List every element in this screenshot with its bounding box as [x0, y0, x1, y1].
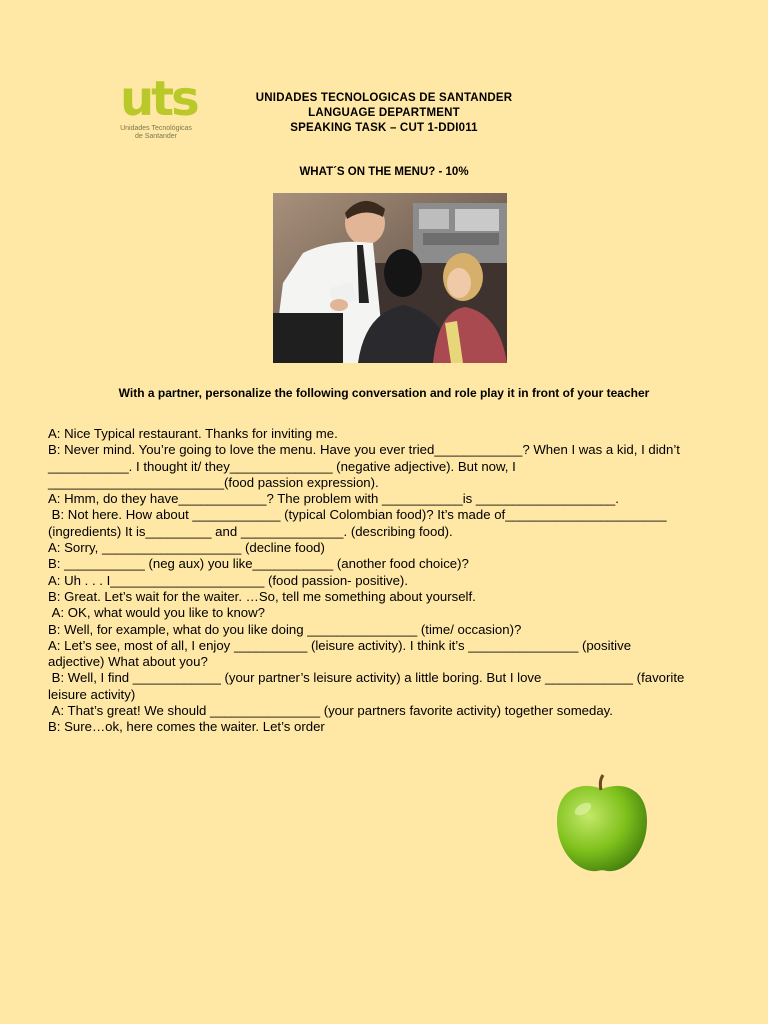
- dialogue-line: ________________________(food passion expression).: [48, 474, 379, 490]
- institution-name: UNIDADES TECNOLOGICAS DE SANTANDER: [255, 92, 513, 104]
- dialogue-line: A: Nice Typical restaurant. Thanks for inviting me.: [48, 426, 338, 441]
- dialogue-line: A: Sorry, ___________________ (decline food): [48, 540, 325, 556]
- dialogue-line: (ingredients) It is_________ and ______________. (describing food).: [48, 523, 453, 539]
- photo-illustration: [273, 193, 507, 363]
- restaurant-waiter-photo: [273, 193, 507, 363]
- dialogue-line: B: Well, for example, what do you like doing _______________ (time/ occasion)?: [48, 621, 522, 637]
- dialogue-line: A: OK, what would you like to know?: [48, 605, 265, 621]
- document-header: [200, 91, 568, 136]
- dialogue-line: ___________. I thought it/ they______________ (negative adjective). But now, I: [48, 458, 516, 474]
- dialogue-line: B: Great. Let’s wait for the waiter. …So, tell me something about yourself.: [48, 588, 476, 604]
- dialogue-line: A: That’s great! We should _______________ (your partners favorite activity) together someday.: [48, 703, 613, 719]
- logo-subtitle: [108, 125, 204, 141]
- green-apple-icon: [553, 773, 651, 873]
- dialogue-line: A: Hmm, do they have____________? The problem with ___________is ___________________.: [48, 491, 619, 507]
- dialogue-line: A: Let’s see, most of all, I enjoy __________ (leisure activity). I think it’s _______________ (positive: [48, 637, 632, 653]
- conversation-dialogue: [48, 426, 733, 736]
- dialogue-line: B: Sure…ok, here comes the waiter. Let’s order: [48, 719, 325, 735]
- logo-subtitle-line1: Unidades Tecnológicas: [120, 125, 192, 132]
- department-name: LANGUAGE DEPARTMENT: [308, 107, 460, 119]
- uts-logo: [108, 71, 204, 148]
- task-instruction: With a partner, personalize the following conversation and role play it in front of your teacher: [118, 386, 650, 400]
- dialogue-line: A: Uh . . . I_____________________ (food passion- positive).: [48, 572, 408, 588]
- logo-subtitle-line2: de Santander: [134, 133, 178, 140]
- task-name: SPEAKING TASK – CUT 1-DDI011: [290, 122, 478, 134]
- dialogue-line: B: Never mind. You’re going to love the menu. Have you ever tried____________? When I was a kid, I didn’t: [48, 442, 680, 458]
- logo-mark: uts: [120, 71, 197, 127]
- dialogue-line: B: Not here. How about ____________ (typical Colombian food)? It’s made of______________________: [48, 507, 667, 523]
- apple-graphic: [553, 773, 651, 873]
- dialogue-line: adjective) What about you?: [48, 654, 208, 670]
- page-title: WHAT´S ON THE MENU? - 10%: [299, 166, 469, 178]
- dialogue-line: leisure activity): [48, 686, 136, 702]
- dialogue-line: B: Well, I find ____________ (your partner’s leisure activity) a little boring. But I love ____________ (favorite: [48, 670, 685, 686]
- dialogue-line: B: ___________ (neg aux) you like___________ (another food choice)?: [48, 556, 469, 572]
